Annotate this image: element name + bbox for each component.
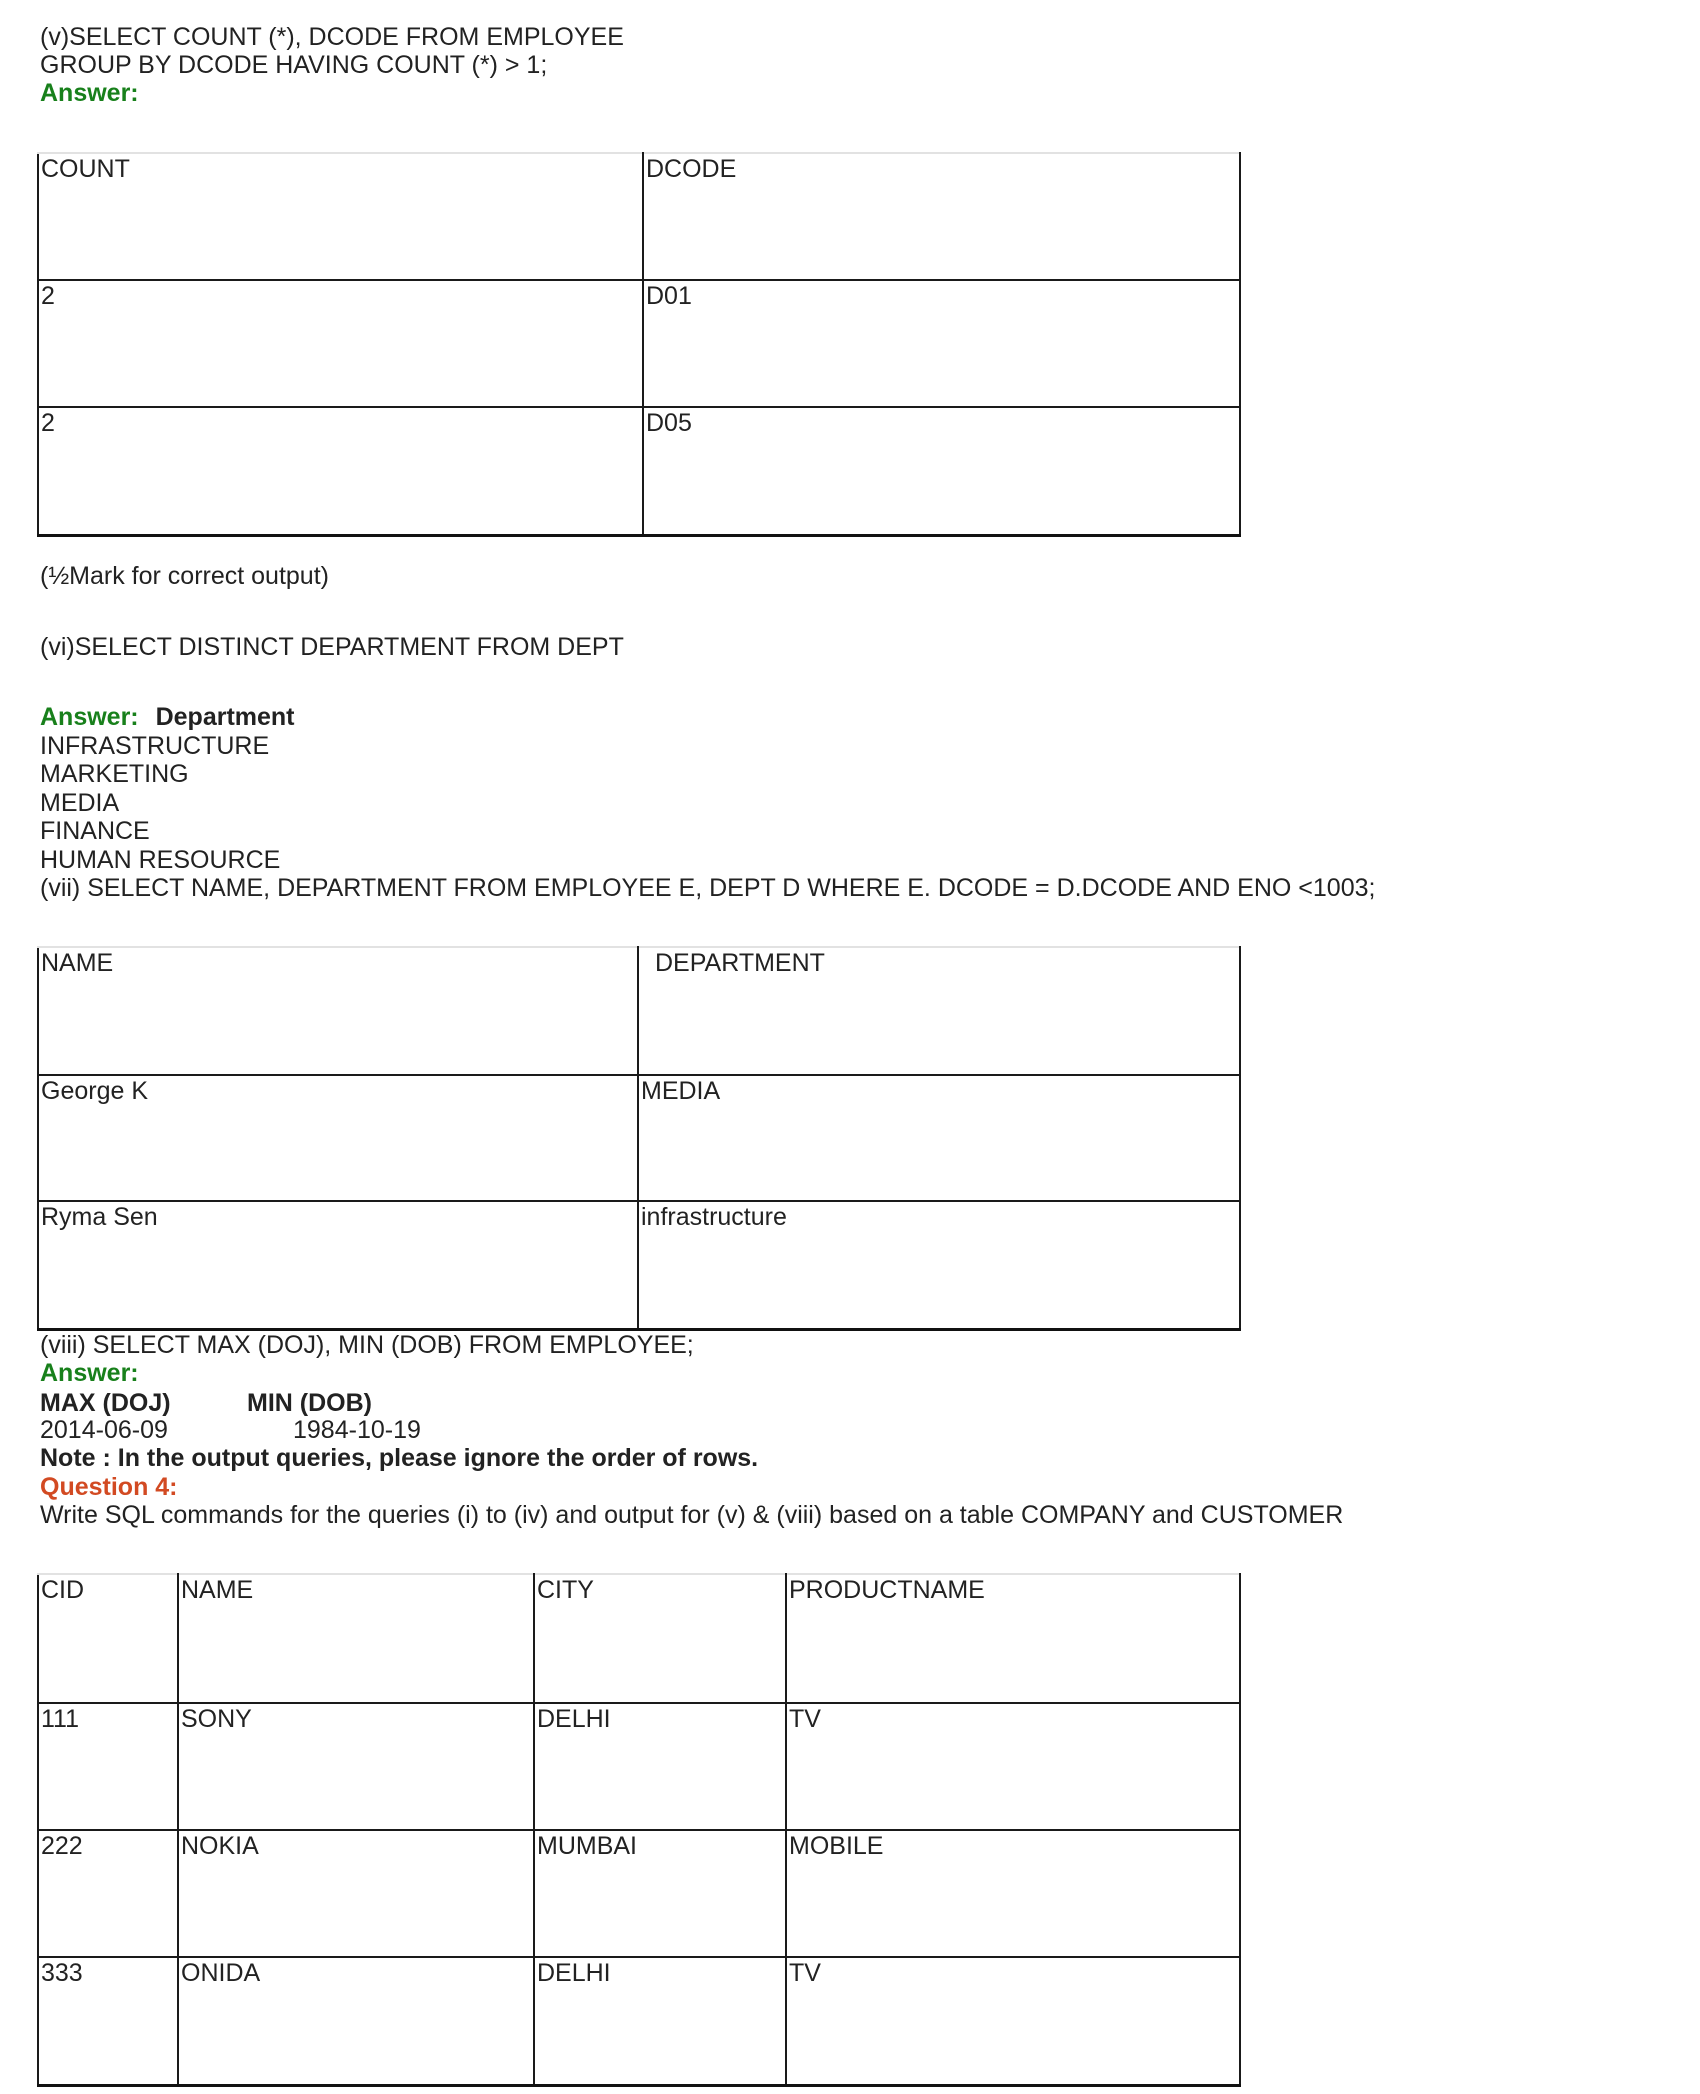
table-row <box>38 407 1240 535</box>
table-cell: NOKIA <box>178 1830 534 1957</box>
table-cell: 2 <box>38 280 643 407</box>
table-cell: TV <box>786 1703 1240 1830</box>
table-cell: D01 <box>643 280 1240 407</box>
table-cell: 222 <box>38 1830 178 1957</box>
header-cell: NAME <box>38 947 638 1075</box>
table-cell: TV <box>786 1957 1240 2085</box>
table-header-row <box>38 947 1240 1075</box>
list-item: HUMAN RESOURCE <box>40 846 281 874</box>
question-4-title: Question 4: <box>40 1473 178 1501</box>
list-item: INFRASTRUCTURE <box>40 732 270 760</box>
max-doj-header: MAX (DOJ) <box>40 1389 171 1417</box>
company-table <box>37 1573 1241 2087</box>
table-cell: ONIDA <box>178 1957 534 2085</box>
header-cell: DEPARTMENT <box>638 947 1240 1075</box>
table-cell: SONY <box>178 1703 534 1830</box>
table-cell: George K <box>38 1075 638 1201</box>
table-header-row <box>38 1574 1240 1703</box>
answer-label: Answer: <box>40 703 139 731</box>
query-v-line2: GROUP BY DCODE HAVING COUNT (*) > 1; <box>40 51 548 79</box>
min-dob-header: MIN (DOB) <box>247 1389 372 1417</box>
table-row <box>38 1830 1240 1957</box>
table-cell: infrastructure <box>638 1201 1240 1329</box>
header-cell: DCODE <box>643 153 1240 280</box>
name-department-table <box>37 946 1241 1331</box>
answer-label: Answer: <box>40 79 139 107</box>
answer-row <box>40 703 295 731</box>
table-cell: 111 <box>38 1703 178 1830</box>
table-row <box>38 1957 1240 2085</box>
count-dcode-table <box>37 152 1241 537</box>
table-cell: 2 <box>38 407 643 535</box>
header-cell: COUNT <box>38 153 643 280</box>
table-cell: D05 <box>643 407 1240 535</box>
header-cell: PRODUCTNAME <box>786 1574 1240 1703</box>
table-cell: DELHI <box>534 1957 786 2085</box>
header-cell: NAME <box>178 1574 534 1703</box>
query-vii: (vii) SELECT NAME, DEPARTMENT FROM EMPLOYEE E, DEPT D WHERE E. DCODE = D.DCODE AND ENO <1003; <box>40 874 1376 902</box>
list-item: MARKETING <box>40 760 189 788</box>
table-row <box>38 1703 1240 1830</box>
list-item: FINANCE <box>40 817 150 845</box>
table-cell: 333 <box>38 1957 178 2085</box>
order-note: Note : In the output queries, please ignore the order of rows. <box>40 1444 759 1472</box>
department-header: Department <box>155 703 295 731</box>
answer-label: Answer: <box>40 1359 139 1387</box>
table-header-row <box>38 153 1240 280</box>
table-cell: Ryma Sen <box>38 1201 638 1329</box>
question-4-text: Write SQL commands for the queries (i) to (iv) and output for (v) & (viii) based on a table COMPANY and CUSTOMER <box>40 1501 1344 1529</box>
query-viii: (viii) SELECT MAX (DOJ), MIN (DOB) FROM EMPLOYEE; <box>40 1331 694 1359</box>
max-doj-value: 2014-06-09 <box>40 1416 168 1444</box>
table-cell: DELHI <box>534 1703 786 1830</box>
header-cell: CID <box>38 1574 178 1703</box>
table-row <box>38 1201 1240 1329</box>
header-cell: CITY <box>534 1574 786 1703</box>
list-item: MEDIA <box>40 789 120 817</box>
table-row <box>38 280 1240 407</box>
table-cell: MEDIA <box>638 1075 1240 1201</box>
query-v-line1: (v)SELECT COUNT (*), DCODE FROM EMPLOYEE <box>40 23 624 51</box>
mark-note: (½Mark for correct output) <box>40 562 329 590</box>
query-vi: (vi)SELECT DISTINCT DEPARTMENT FROM DEPT <box>40 633 624 661</box>
table-cell: MUMBAI <box>534 1830 786 1957</box>
min-dob-value: 1984-10-19 <box>293 1416 421 1444</box>
table-cell: MOBILE <box>786 1830 1240 1957</box>
table-row <box>38 1075 1240 1201</box>
